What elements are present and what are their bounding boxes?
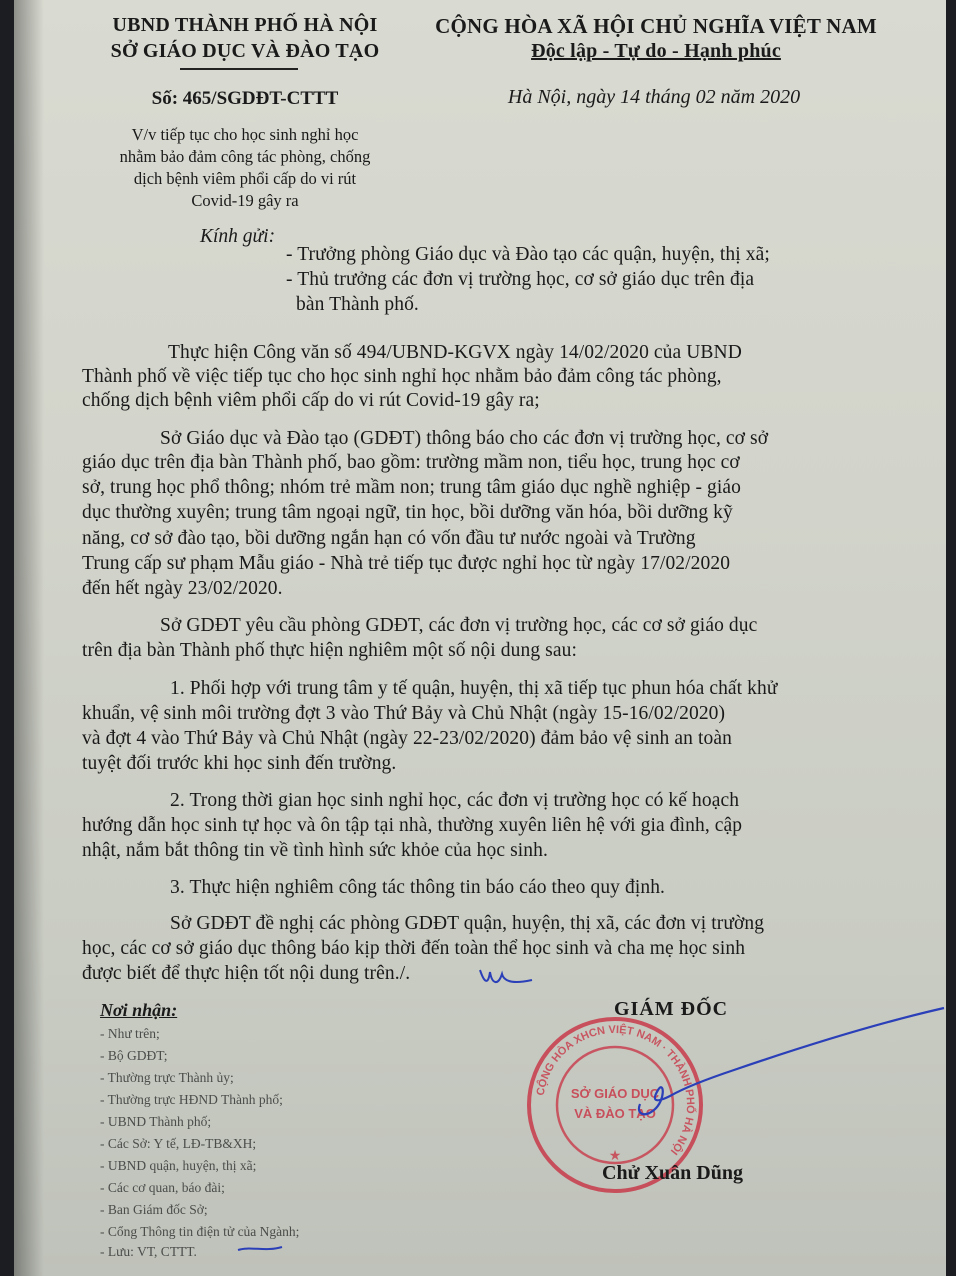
- body-line: Trung cấp sư phạm Mẫu giáo - Nhà trẻ tiếp tục được nghỉ học từ ngày 17/02/2020: [82, 553, 731, 574]
- body-line: sở, trung học phổ thông; nhóm trẻ mầm non; trung tâm giáo dục nghề nghiệp - giáo: [82, 477, 741, 498]
- body-line: Sở Giáo dục và Đào tạo (GDĐT) thông báo cho các đơn vị trường học, cơ sở: [160, 428, 769, 449]
- recipient-item: - Thường trực HĐND Thành phố;: [100, 1092, 283, 1107]
- svg-text:★: ★: [608, 1149, 622, 1164]
- body-line: và đợt 4 vào Thứ Bảy và Chủ Nhật (ngày 22-23/02/2020) đảm bảo vệ sinh an toàn: [82, 728, 732, 749]
- place-date: Hà Nội, ngày 14 tháng 02 năm 2020: [507, 86, 801, 108]
- body-line: 3. Thực hiện nghiêm công tác thông tin báo cáo theo quy định.: [170, 877, 666, 898]
- subject-line: V/v tiếp tục cho học sinh nghỉ học: [131, 125, 359, 144]
- body-line: chống dịch bệnh viêm phổi cấp do vi rút Covid-19 gây ra;: [82, 390, 540, 411]
- document-page: [14, 0, 946, 1276]
- recipient-item: - Bộ GDĐT;: [100, 1048, 168, 1063]
- nation-line2: Độc lập - Tự do - Hạnh phúc: [531, 40, 781, 62]
- salutation-line: - Trưởng phòng Giáo dục và Đào tạo các quận, huyện, thị xã;: [286, 244, 770, 265]
- recipient-item: - Cổng Thông tin điện tử của Ngành;: [100, 1224, 300, 1239]
- body-line: học, các cơ sở giáo dục thông báo kịp thời đến toàn thể học sinh và cha mẹ học sinh: [82, 938, 746, 959]
- recipient-item: - UBND quận, huyện, thị xã;: [100, 1158, 257, 1173]
- body-line: giáo dục trên địa bàn Thành phố, bao gồm: trường mầm non, tiểu học, trung học cơ: [82, 452, 740, 473]
- body-line: nhật, nắm bắt thông tin về tình hình sức khỏe của học sinh.: [82, 840, 548, 861]
- doc-number: Số: 465/SGDĐT-CTTT: [151, 88, 339, 109]
- subject-line: Covid-19 gây ra: [191, 191, 299, 210]
- salutation-line: - Thủ trưởng các đơn vị trường học, cơ sở giáo dục trên địa: [286, 269, 755, 290]
- svg-text:VÀ ĐÀO TẠO: VÀ ĐÀO TẠO: [574, 1106, 656, 1121]
- body-line: 2. Trong thời gian học sinh nghỉ học, các đơn vị trường học có kế hoạch: [170, 790, 740, 811]
- body-line: trên địa bàn Thành phố thực hiện nghiêm một số nội dung sau:: [82, 640, 577, 661]
- subject: [100, 124, 390, 212]
- body-line: Thực hiện Công văn số 494/UBND-KGVX ngày 14/02/2020 của UBND: [168, 342, 742, 363]
- stamp-ring-text: CỘNG HÒA XHCN VIỆT NAM · THÀNH PHỐ HÀ NỘI: [534, 1023, 697, 1157]
- initial-mark-icon: [476, 962, 536, 992]
- body-line: năng, cơ sở đào tạo, bồi dưỡng ngắn hạn có vốn đầu tư nước ngoài và Trường: [82, 528, 696, 549]
- body-line: dục thường xuyên; trung tâm ngoại ngữ, tin học, bồi dưỡng văn hóa, bồi dưỡng kỹ: [82, 502, 733, 523]
- page-edge-shadow: [14, 0, 44, 1276]
- body-line: Sở GDĐT đề nghị các phòng GDĐT quận, huyện, thị xã, các đơn vị trường: [170, 913, 765, 934]
- recipient-underline-mark: [236, 1240, 286, 1256]
- body-line: tuyệt đối trước khi học sinh đến trường.: [82, 753, 397, 774]
- recipient-item: - Các Sở: Y tế, LĐ-TB&XH;: [100, 1136, 257, 1151]
- body-line: được biết để thực hiện tốt nội dung trên./.: [82, 963, 411, 984]
- recipients-title: Nơi nhận:: [100, 1000, 178, 1020]
- signature-title: GIÁM ĐỐC: [614, 998, 729, 1020]
- body-line: Thành phố về việc tiếp tục cho học sinh nghỉ học nhằm bảo đảm công tác phòng,: [82, 366, 722, 387]
- stamp-center-text: SỞ GIÁO DỤC: [570, 1086, 660, 1101]
- body-line: đến hết ngày 23/02/2020.: [82, 578, 283, 599]
- handwritten-signature-icon: [574, 1004, 946, 1134]
- recipient-item: - Lưu: VT, CTTT.: [100, 1244, 197, 1259]
- org-underline: [180, 68, 298, 70]
- recipient-item: - UBND Thành phố;: [100, 1114, 212, 1129]
- body-line: Sở GDĐT yêu cầu phòng GDĐT, các đơn vị trường học, các cơ sở giáo dục: [160, 615, 758, 636]
- body-line: hướng dẫn học sinh tự học và ôn tập tại nhà, thường xuyên liên hệ với gia đình, cập: [82, 815, 743, 836]
- salutation-label: Kính gửi:: [200, 226, 276, 247]
- salutation-line: bàn Thành phố.: [296, 294, 419, 315]
- org-line2: SỞ GIÁO DỤC VÀ ĐÀO TẠO: [110, 40, 380, 62]
- org-line1: UBND THÀNH PHỐ HÀ NỘI: [112, 14, 378, 36]
- signer-name: Chử Xuân Dũng: [602, 1162, 743, 1184]
- body-line: 1. Phối hợp với trung tâm y tế quận, huyện, thị xã tiếp tục phun hóa chất khử: [170, 678, 778, 699]
- recipient-item: - Ban Giám đốc Sở;: [100, 1202, 208, 1217]
- subject-line: nhằm bảo đảm công tác phòng, chống: [119, 147, 371, 166]
- recipient-item: - Thường trực Thành ủy;: [100, 1070, 234, 1085]
- nation-line1: CỘNG HÒA XÃ HỘI CHỦ NGHĨA VIỆT NAM: [435, 14, 877, 38]
- subject-line: dịch bệnh viêm phổi cấp do vi rút: [133, 169, 357, 188]
- recipient-item: - Các cơ quan, báo đài;: [100, 1180, 225, 1195]
- body-line: khuẩn, vệ sinh môi trường đợt 3 vào Thứ Bảy và Chủ Nhật (ngày 15-16/02/2020): [82, 703, 726, 724]
- recipient-item: - Như trên;: [100, 1026, 160, 1041]
